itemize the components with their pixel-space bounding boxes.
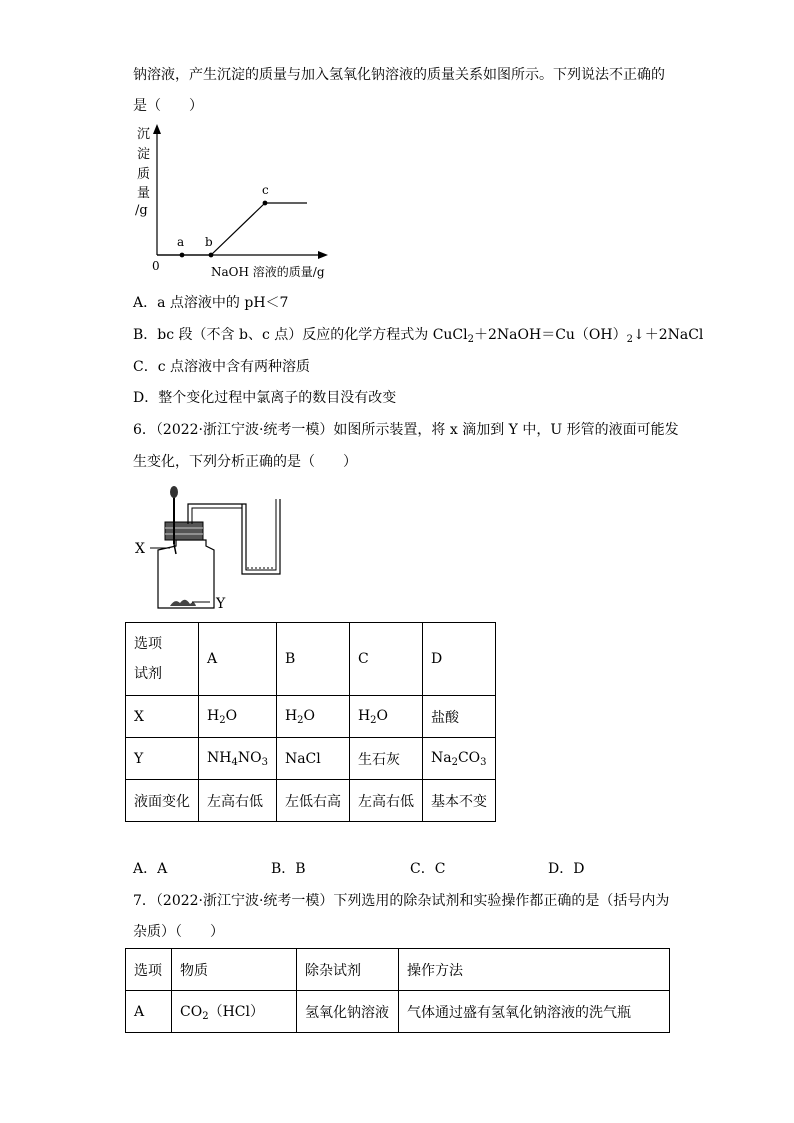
col-header-c: C <box>349 623 422 696</box>
substance-sub: 2 <box>202 1011 209 1022</box>
substance-post: （HCl） <box>208 1004 264 1020</box>
q6-option-d: D．D <box>548 861 585 877</box>
cell: $Na_2CO_3$ <box>422 738 495 780</box>
point-b-label: b <box>205 235 213 249</box>
opt-b-suffix: ↓＋2NaCl <box>632 327 704 343</box>
point-a-label: a <box>177 235 185 249</box>
q7-stem-line2: 杂质）（ ） <box>133 924 224 940</box>
header-top: 选项 <box>134 636 162 652</box>
q6-stem-line2: 生变化，下列分析正确的是（ ） <box>133 454 357 470</box>
graph-y-label <box>135 127 150 218</box>
origin-label: 0 <box>152 259 160 273</box>
y-label-char: 质 <box>137 167 151 182</box>
cell: 氢氧化钠溶液 <box>297 991 399 1033</box>
col-header-b: B <box>276 623 349 696</box>
table-row <box>126 623 496 696</box>
col-header-a: A <box>199 623 277 696</box>
table-row <box>126 696 496 738</box>
table-row <box>126 738 496 780</box>
q5-option-c: C．c 点溶液中含有两种溶质 <box>133 359 311 375</box>
q6-option-c: C．C <box>410 861 446 877</box>
header-cell: 操作方法 <box>399 949 670 991</box>
q7-stem-line1: 7．（2022·浙江宁波·统考一模）下列选用的除杂试剂和实验操作都正确的是（括号内为 <box>133 893 670 909</box>
label-x: X <box>135 541 145 557</box>
opt-b-sub: 2 <box>467 334 474 345</box>
cell: 基本不变 <box>422 780 495 822</box>
cell: 左高右低 <box>349 780 422 822</box>
table-row <box>126 949 670 991</box>
x-axis-arrow <box>318 251 328 259</box>
header-cell: 物质 <box>172 949 297 991</box>
substance-pre: CO <box>180 1004 203 1020</box>
row-label: X <box>126 696 199 738</box>
cell: 左高右低 <box>199 780 277 822</box>
point-c-marker <box>263 201 268 206</box>
u-tube-inner <box>246 499 276 570</box>
dropper-bulb <box>170 486 178 498</box>
y-label-char: 沉 <box>137 127 151 142</box>
opt-b-mid: ＋2NaOH＝Cu（OH） <box>474 327 627 343</box>
y-label-char: 量 <box>137 186 151 201</box>
y-label-char: 淀 <box>137 147 151 162</box>
cell: $H_2O$ <box>349 696 422 738</box>
q5-precipitate-graph <box>125 122 365 287</box>
header-bottom: 试剂 <box>134 666 162 682</box>
cell: $H_2O$ <box>199 696 277 738</box>
q5-option-b <box>133 325 703 350</box>
q5-stem-line1: 钠溶液，产生沉淀的质量与加入氢氧化钠溶液的质量关系如图所示。下列说法不正确的 <box>133 67 665 83</box>
q6-option-a: A．A <box>133 861 168 877</box>
q6-reagent-table <box>125 622 496 822</box>
point-b-marker <box>209 253 214 258</box>
point-c-label: c <box>262 183 269 197</box>
col-header-d: D <box>422 623 495 696</box>
cell: $NH_4NO_3$ <box>199 738 277 780</box>
y-label-char: /g <box>135 203 148 218</box>
point-a-marker <box>180 253 185 258</box>
q6-apparatus-diagram <box>130 484 300 614</box>
table-row <box>126 991 670 1033</box>
header-cell <box>126 623 199 696</box>
solid-y-pile <box>170 600 196 606</box>
cell: A <box>126 991 172 1033</box>
curve-rising-segment <box>211 203 265 255</box>
header-cell: 除杂试剂 <box>297 949 399 991</box>
cell: 左低右高 <box>276 780 349 822</box>
cell: 盐酸 <box>422 696 495 738</box>
opt-b-sub: 2 <box>626 334 633 345</box>
cell <box>172 991 297 1033</box>
u-tube-outer <box>242 499 280 574</box>
header-cell: 选项 <box>126 949 172 991</box>
opt-b-prefix: B．bc 段（不含 b、c 点）反应的化学方程式为 CuCl <box>133 327 468 343</box>
q7-impurity-table <box>125 948 670 1033</box>
q5-stem-line2: 是（ ） <box>133 98 203 114</box>
row-label: 液面变化 <box>126 780 199 822</box>
bottle <box>158 540 214 608</box>
y-axis-arrow <box>153 124 161 134</box>
q6-option-b: B．B <box>271 861 306 877</box>
q5-option-a: A．a 点溶液中的 pH＜7 <box>133 295 289 311</box>
cell: $H_2O$ <box>276 696 349 738</box>
stopper <box>165 522 203 540</box>
cell: 气体通过盛有氢氧化钠溶液的洗气瓶 <box>399 991 670 1033</box>
cell: 生石灰 <box>349 738 422 780</box>
row-label: Y <box>126 738 199 780</box>
cell: NaCl <box>276 738 349 780</box>
label-y: Y <box>216 596 226 612</box>
q5-option-d: D．整个变化过程中氯离子的数目没有改变 <box>133 390 397 406</box>
q6-stem-line1: 6．（2022·浙江宁波·统考一模）如图所示装置，将 x 滴加到 Y 中，U 形管的液面可能发 <box>133 422 679 438</box>
x-axis-label: NaOH 溶液的质量/g <box>211 265 325 279</box>
table-row <box>126 780 496 822</box>
